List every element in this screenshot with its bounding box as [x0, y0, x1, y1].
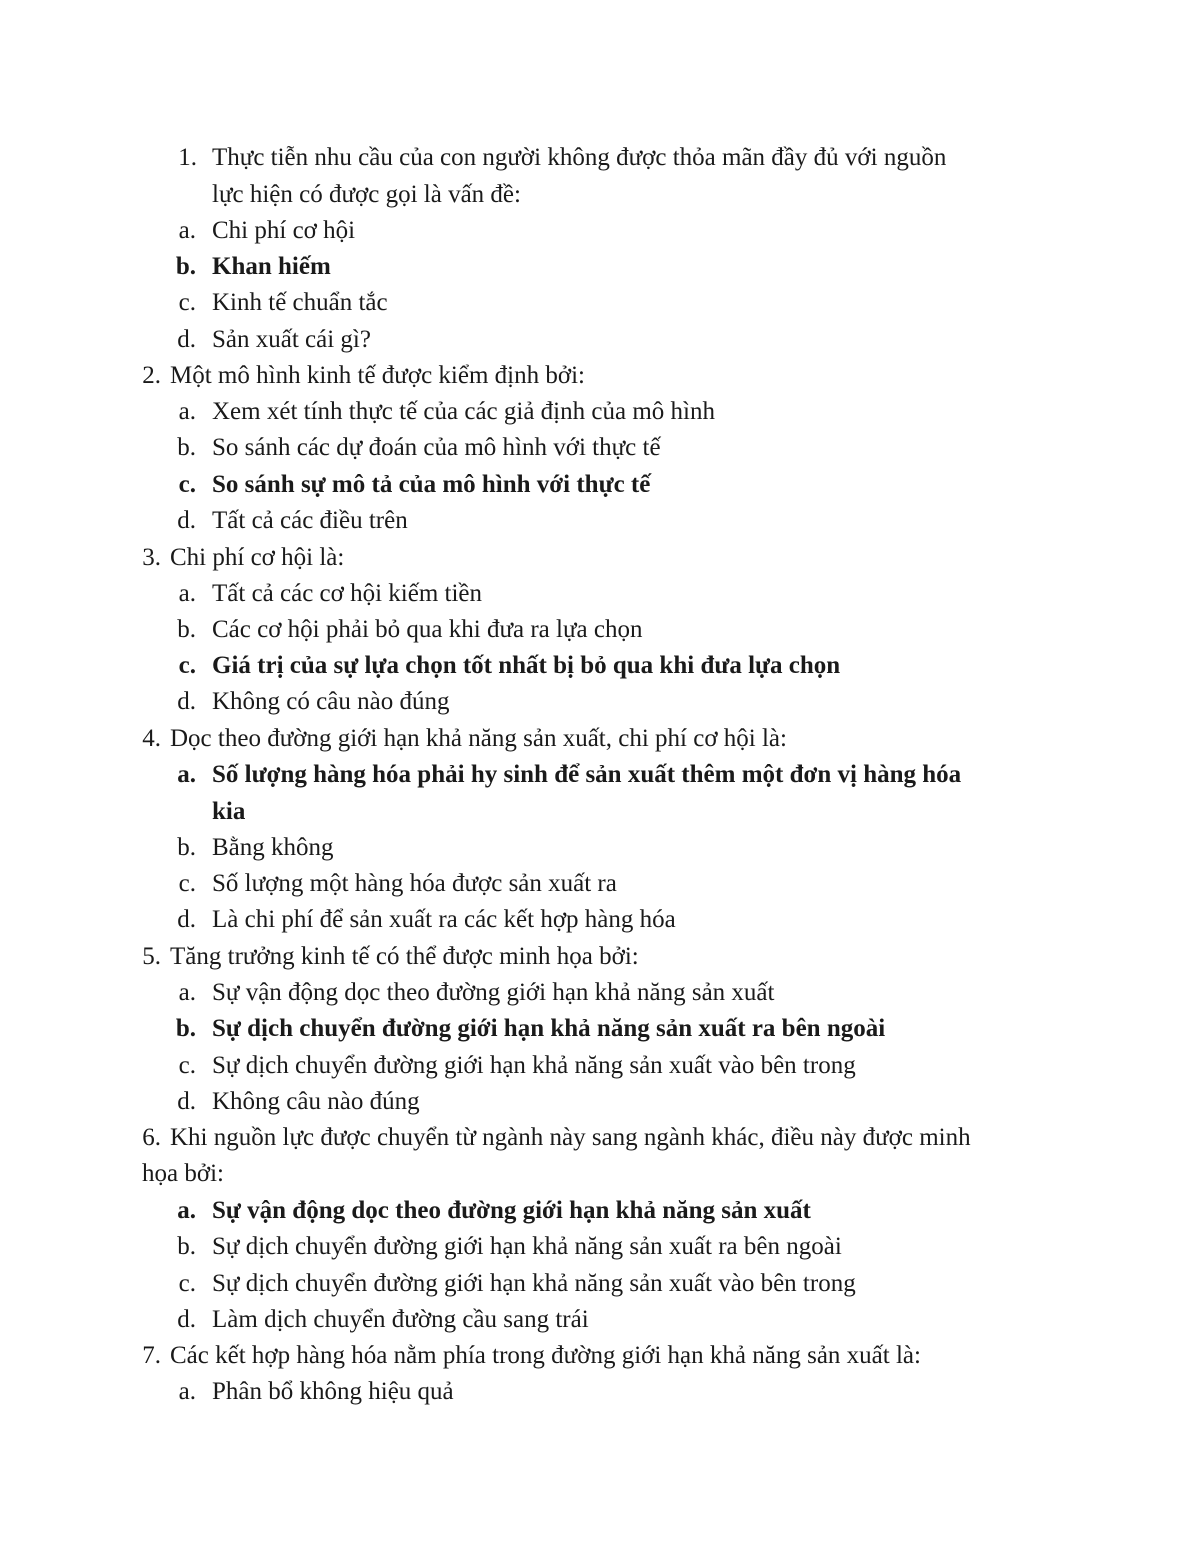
option-label: d. [177, 1088, 196, 1115]
option-label: c. [178, 870, 196, 897]
answer-option [0, 394, 1200, 430]
answer-option [0, 1229, 1200, 1265]
option-label: b. [177, 616, 196, 643]
answer-option [0, 866, 1200, 902]
answer-option-correct [0, 757, 1200, 793]
answer-option [0, 902, 1200, 938]
question-text: họa bởi: [142, 1160, 224, 1187]
question-text: Khi nguồn lực được chuyển từ ngành này sang ngành khác, điều này được minh [170, 1124, 971, 1151]
option-label: c. [178, 471, 196, 498]
option-text: Sự dịch chuyển đường giới hạn khả năng sản xuất vào bên trong [212, 1270, 856, 1297]
option-text: Sự vận động dọc theo đường giới hạn khả năng sản xuất [212, 979, 775, 1006]
answer-option [0, 503, 1200, 539]
option-label: b. [175, 1015, 196, 1042]
question-text: Thực tiễn nhu cầu của con người không được thỏa mãn đầy đủ với nguồn [212, 144, 947, 171]
question-line [0, 1338, 1200, 1374]
option-label: d. [177, 1306, 196, 1333]
answer-option-correct [0, 1011, 1200, 1047]
option-label: d. [177, 906, 196, 933]
option-label: b. [177, 434, 196, 461]
question-line-continued [0, 1156, 1200, 1192]
answer-option [0, 430, 1200, 466]
question-number: 2. [142, 362, 161, 389]
question-line [0, 1120, 1200, 1156]
option-text: Sự dịch chuyển đường giới hạn khả năng sản xuất vào bên trong [212, 1052, 856, 1079]
answer-option [0, 975, 1200, 1011]
option-text: Sự vận động dọc theo đường giới hạn khả năng sản xuất [212, 1197, 811, 1224]
answer-option-continued [0, 794, 1200, 830]
option-label: d. [177, 688, 196, 715]
answer-option [0, 213, 1200, 249]
option-label: d. [177, 326, 196, 353]
option-text: Sự dịch chuyển đường giới hạn khả năng sản xuất ra bên ngoài [212, 1233, 842, 1260]
option-text: Số lượng một hàng hóa được sản xuất ra [212, 870, 617, 897]
answer-option [0, 612, 1200, 648]
option-label: a. [178, 979, 196, 1006]
option-label: c. [178, 1270, 196, 1297]
option-text: Giá trị của sự lựa chọn tốt nhất bị bỏ qua khi đưa lựa chọn [212, 652, 841, 679]
option-text: Khan hiếm [212, 253, 331, 280]
question-text: Dọc theo đường giới hạn khả năng sản xuất, chi phí cơ hội là: [170, 725, 787, 752]
answer-option [0, 684, 1200, 720]
question-text: Một mô hình kinh tế được kiểm định bởi: [170, 362, 585, 389]
question-line-continued [0, 177, 1200, 213]
option-label: a. [178, 217, 196, 244]
option-text: Sản xuất cái gì? [212, 326, 371, 353]
question-text: lực hiện có được gọi là vấn đề: [212, 181, 521, 208]
option-text: Tất cả các điều trên [212, 507, 408, 534]
answer-option [0, 1374, 1200, 1410]
question-number: 3. [142, 544, 161, 571]
option-text: kia [212, 798, 246, 825]
option-label: b. [175, 253, 196, 280]
option-text: Chi phí cơ hội [212, 217, 356, 244]
answer-option-correct [0, 648, 1200, 684]
option-label: b. [177, 834, 196, 861]
option-text: Không có câu nào đúng [212, 688, 450, 715]
option-text: Làm dịch chuyển đường cầu sang trái [212, 1306, 589, 1333]
answer-option [0, 576, 1200, 612]
option-text: So sánh các dự đoán của mô hình với thực tế [212, 434, 661, 461]
answer-option [0, 322, 1200, 358]
option-text: Không câu nào đúng [212, 1088, 420, 1115]
answer-option [0, 1302, 1200, 1338]
question-text: Chi phí cơ hội là: [170, 544, 345, 571]
option-label: c. [178, 652, 196, 679]
question-line [0, 140, 1200, 176]
option-label: d. [177, 507, 196, 534]
option-label: a. [177, 1197, 196, 1224]
option-label: a. [177, 761, 196, 788]
option-text: Xem xét tính thực tế của các giả định của mô hình [212, 398, 715, 425]
answer-option-correct [0, 467, 1200, 503]
question-line [0, 721, 1200, 757]
answer-option-correct [0, 1193, 1200, 1229]
option-text: Là chi phí để sản xuất ra các kết hợp hàng hóa [212, 906, 676, 933]
option-text: Bằng không [212, 834, 334, 861]
option-label: a. [178, 1378, 196, 1405]
option-text: Sự dịch chuyển đường giới hạn khả năng sản xuất ra bên ngoài [212, 1015, 886, 1042]
question-text: Các kết hợp hàng hóa nằm phía trong đường giới hạn khả năng sản xuất là: [170, 1342, 921, 1369]
option-label: a. [178, 398, 196, 425]
answer-option-correct [0, 249, 1200, 285]
option-text: Các cơ hội phải bỏ qua khi đưa ra lựa chọn [212, 616, 643, 643]
question-number: 6. [142, 1124, 161, 1151]
option-text: Phân bổ không hiệu quả [212, 1378, 454, 1405]
question-line [0, 939, 1200, 975]
option-text: So sánh sự mô tả của mô hình với thực tế [212, 471, 651, 498]
question-number: 1. [178, 144, 197, 171]
answer-option [0, 1048, 1200, 1084]
answer-option [0, 830, 1200, 866]
option-label: b. [177, 1233, 196, 1260]
question-number: 5. [142, 943, 161, 970]
option-label: c. [178, 289, 196, 316]
option-text: Số lượng hàng hóa phải hy sinh để sản xuất thêm một đơn vị hàng hóa [212, 761, 962, 788]
answer-option [0, 285, 1200, 321]
question-text: Tăng trưởng kinh tế có thể được minh họa bởi: [170, 943, 639, 970]
question-line [0, 358, 1200, 394]
option-text: Kinh tế chuẩn tắc [212, 289, 388, 316]
answer-option [0, 1084, 1200, 1120]
option-label: c. [178, 1052, 196, 1079]
question-line [0, 540, 1200, 576]
question-number: 4. [142, 725, 161, 752]
answer-option [0, 1266, 1200, 1302]
option-text: Tất cả các cơ hội kiếm tiền [212, 580, 483, 607]
option-label: a. [178, 580, 196, 607]
question-number: 7. [142, 1342, 161, 1369]
